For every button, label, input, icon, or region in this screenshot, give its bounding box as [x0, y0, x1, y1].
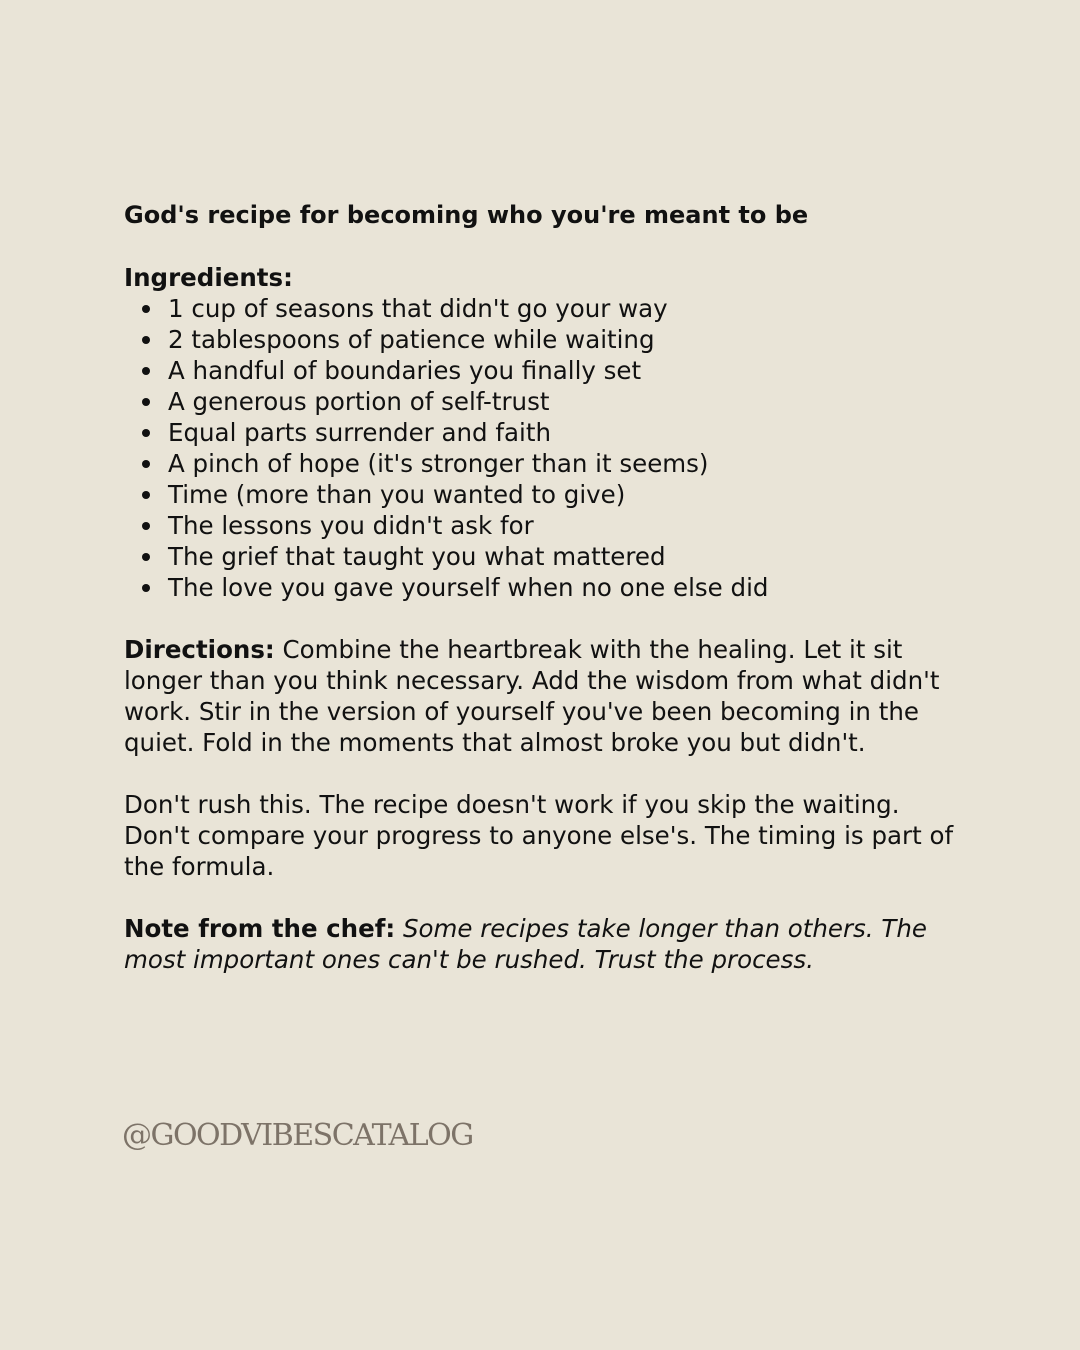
- bullet-icon: [142, 429, 150, 437]
- list-item: [168, 479, 954, 510]
- ingredient-text: A generous portion of self-trust: [168, 387, 550, 416]
- bullet-icon: [142, 367, 150, 375]
- ingredient-text: A pinch of hope (it's stronger than it seems): [168, 449, 709, 478]
- ingredient-text: Time (more than you wanted to give): [168, 480, 626, 509]
- bullet-icon: [142, 398, 150, 406]
- list-item: [168, 510, 954, 541]
- directions-text: Combine the heartbreak with the healing. Let it sit longer than you think necessary. Add the wisdom from what didn't work. Stir in the version of yourself you've been becoming in the quiet. Fold in the moments that almost broke you but didn't.: [124, 635, 940, 757]
- ingredient-text: The love you gave yourself when no one else did: [168, 573, 769, 602]
- ingredient-text: 2 tablespoons of patience while waiting: [168, 325, 655, 354]
- bullet-icon: [142, 553, 150, 561]
- list-item: [168, 324, 954, 355]
- post-title: God's recipe for becoming who you're meant to be: [124, 201, 809, 229]
- chef-note-label: Note from the chef:: [124, 914, 396, 943]
- chef-note-paragraph: [124, 913, 954, 975]
- ingredient-text: Equal parts surrender and faith: [168, 418, 551, 447]
- list-item: [168, 293, 954, 324]
- recipe-post: [124, 200, 954, 975]
- ingredient-text: The lessons you didn't ask for: [168, 511, 534, 540]
- list-item: [168, 572, 954, 603]
- account-handle: @GOODVIBESCATALOG: [122, 1118, 473, 1153]
- bullet-icon: [142, 336, 150, 344]
- bullet-icon: [142, 305, 150, 313]
- bullet-icon: [142, 460, 150, 468]
- chef-note-text: Some recipes take longer than others. The most important ones can't be rushed. Trust the process.: [124, 914, 927, 974]
- list-item: [168, 386, 954, 417]
- ingredient-text: The grief that taught you what mattered: [168, 542, 666, 571]
- list-item: [168, 541, 954, 572]
- ingredient-text: 1 cup of seasons that didn't go your way: [168, 294, 668, 323]
- bullet-icon: [142, 584, 150, 592]
- bullet-icon: [142, 491, 150, 499]
- directions-label: Directions:: [124, 635, 275, 664]
- bullet-icon: [142, 522, 150, 530]
- list-item: [168, 448, 954, 479]
- list-item: [168, 417, 954, 448]
- ingredient-text: A handful of boundaries you finally set: [168, 356, 642, 385]
- ingredients-list: [124, 293, 954, 603]
- advice-paragraph: Don't rush this. The recipe doesn't work if you skip the waiting. Don't compare your progress to anyone else's. The timing is part of the formula.: [124, 790, 954, 881]
- ingredients-heading: Ingredients:: [124, 263, 293, 292]
- directions-paragraph: [124, 634, 954, 758]
- list-item: [168, 355, 954, 386]
